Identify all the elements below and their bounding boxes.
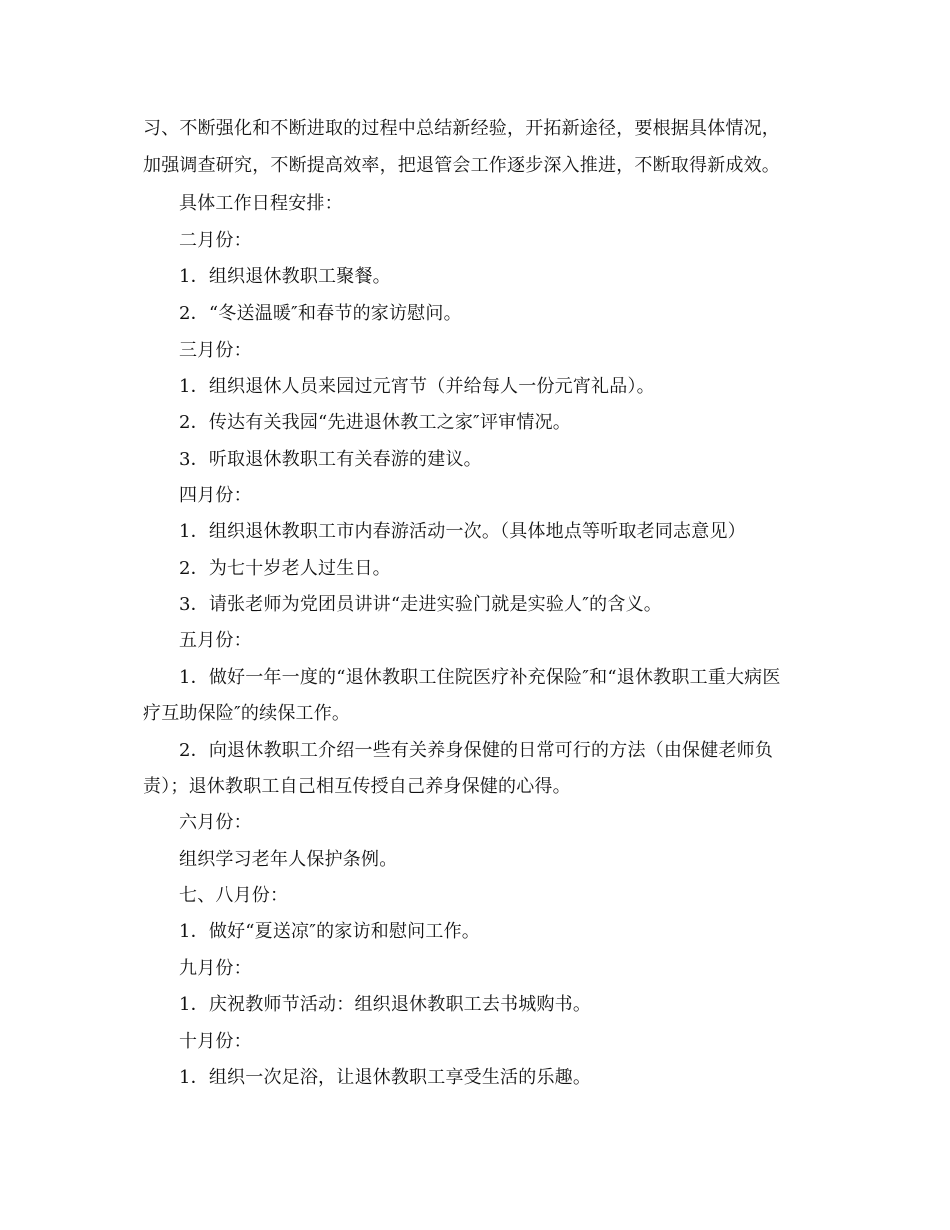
list-item: 3．听取退休教职工有关春游的建议。	[179, 449, 482, 470]
list-item: 2．传达有关我园“先进退休教工之家″评审情况。	[179, 412, 571, 433]
list-item: 1．组织一次足浴，让退休教职工享受生活的乐趣。	[179, 1067, 592, 1088]
section-heading: 具体工作日程安排：	[179, 193, 343, 214]
month-heading: 三月份：	[179, 340, 252, 361]
month-heading: 五月份：	[179, 630, 252, 651]
list-item: 1．做好一年一度的“退休教职工住院医疗补充保险″和“退休教职工重大病医	[179, 667, 781, 688]
list-item: 组织学习老年人保护条例。	[179, 849, 398, 870]
list-item: 1．庆祝教师节活动：组织退休教职工去书城购书。	[179, 994, 592, 1015]
list-item: 2．为七十岁老人过生日。	[179, 558, 391, 579]
text-line: 加强调查研究，不断提高效率，把退管会工作逐步深入推进，不断取得新成效。	[143, 155, 780, 176]
text-line: 习、不断强化和不断进取的过程中总结新经验，开拓新途径，要根据具体情况，	[143, 118, 780, 139]
list-item: 1．组织退休人员来园过元宵节（并给每人一份元宵礼品）。	[179, 376, 655, 397]
list-item: 2．“冬送温暖″和春节的家访慰问。	[179, 303, 462, 324]
list-item: 3．请张老师为党团员讲讲“走进实验门就是实验人″的含义。	[179, 594, 662, 615]
list-item: 1．组织退休教职工市内春游活动一次。（具体地点等听取老同志意见）	[179, 521, 746, 542]
list-item: 1．组织退休教职工聚餐。	[179, 266, 391, 287]
list-item: 2．向退休教职工介绍一些有关养身保健的日常可行的方法（由保健老师负	[179, 740, 774, 761]
list-item: 1．做好“夏送凉″的家访和慰问工作。	[179, 921, 480, 942]
month-heading: 二月份：	[179, 230, 252, 251]
month-heading: 十月份：	[179, 1031, 252, 1052]
list-item-continuation: 疗互助保险″的续保工作。	[143, 703, 351, 724]
month-heading: 七、八月份：	[179, 885, 289, 906]
month-heading: 九月份：	[179, 958, 252, 979]
month-heading: 四月份：	[179, 485, 252, 506]
month-heading: 六月份：	[179, 812, 252, 833]
list-item-continuation: 责）；退休教职工自己相互传授自己养身保健的心得。	[143, 776, 571, 797]
